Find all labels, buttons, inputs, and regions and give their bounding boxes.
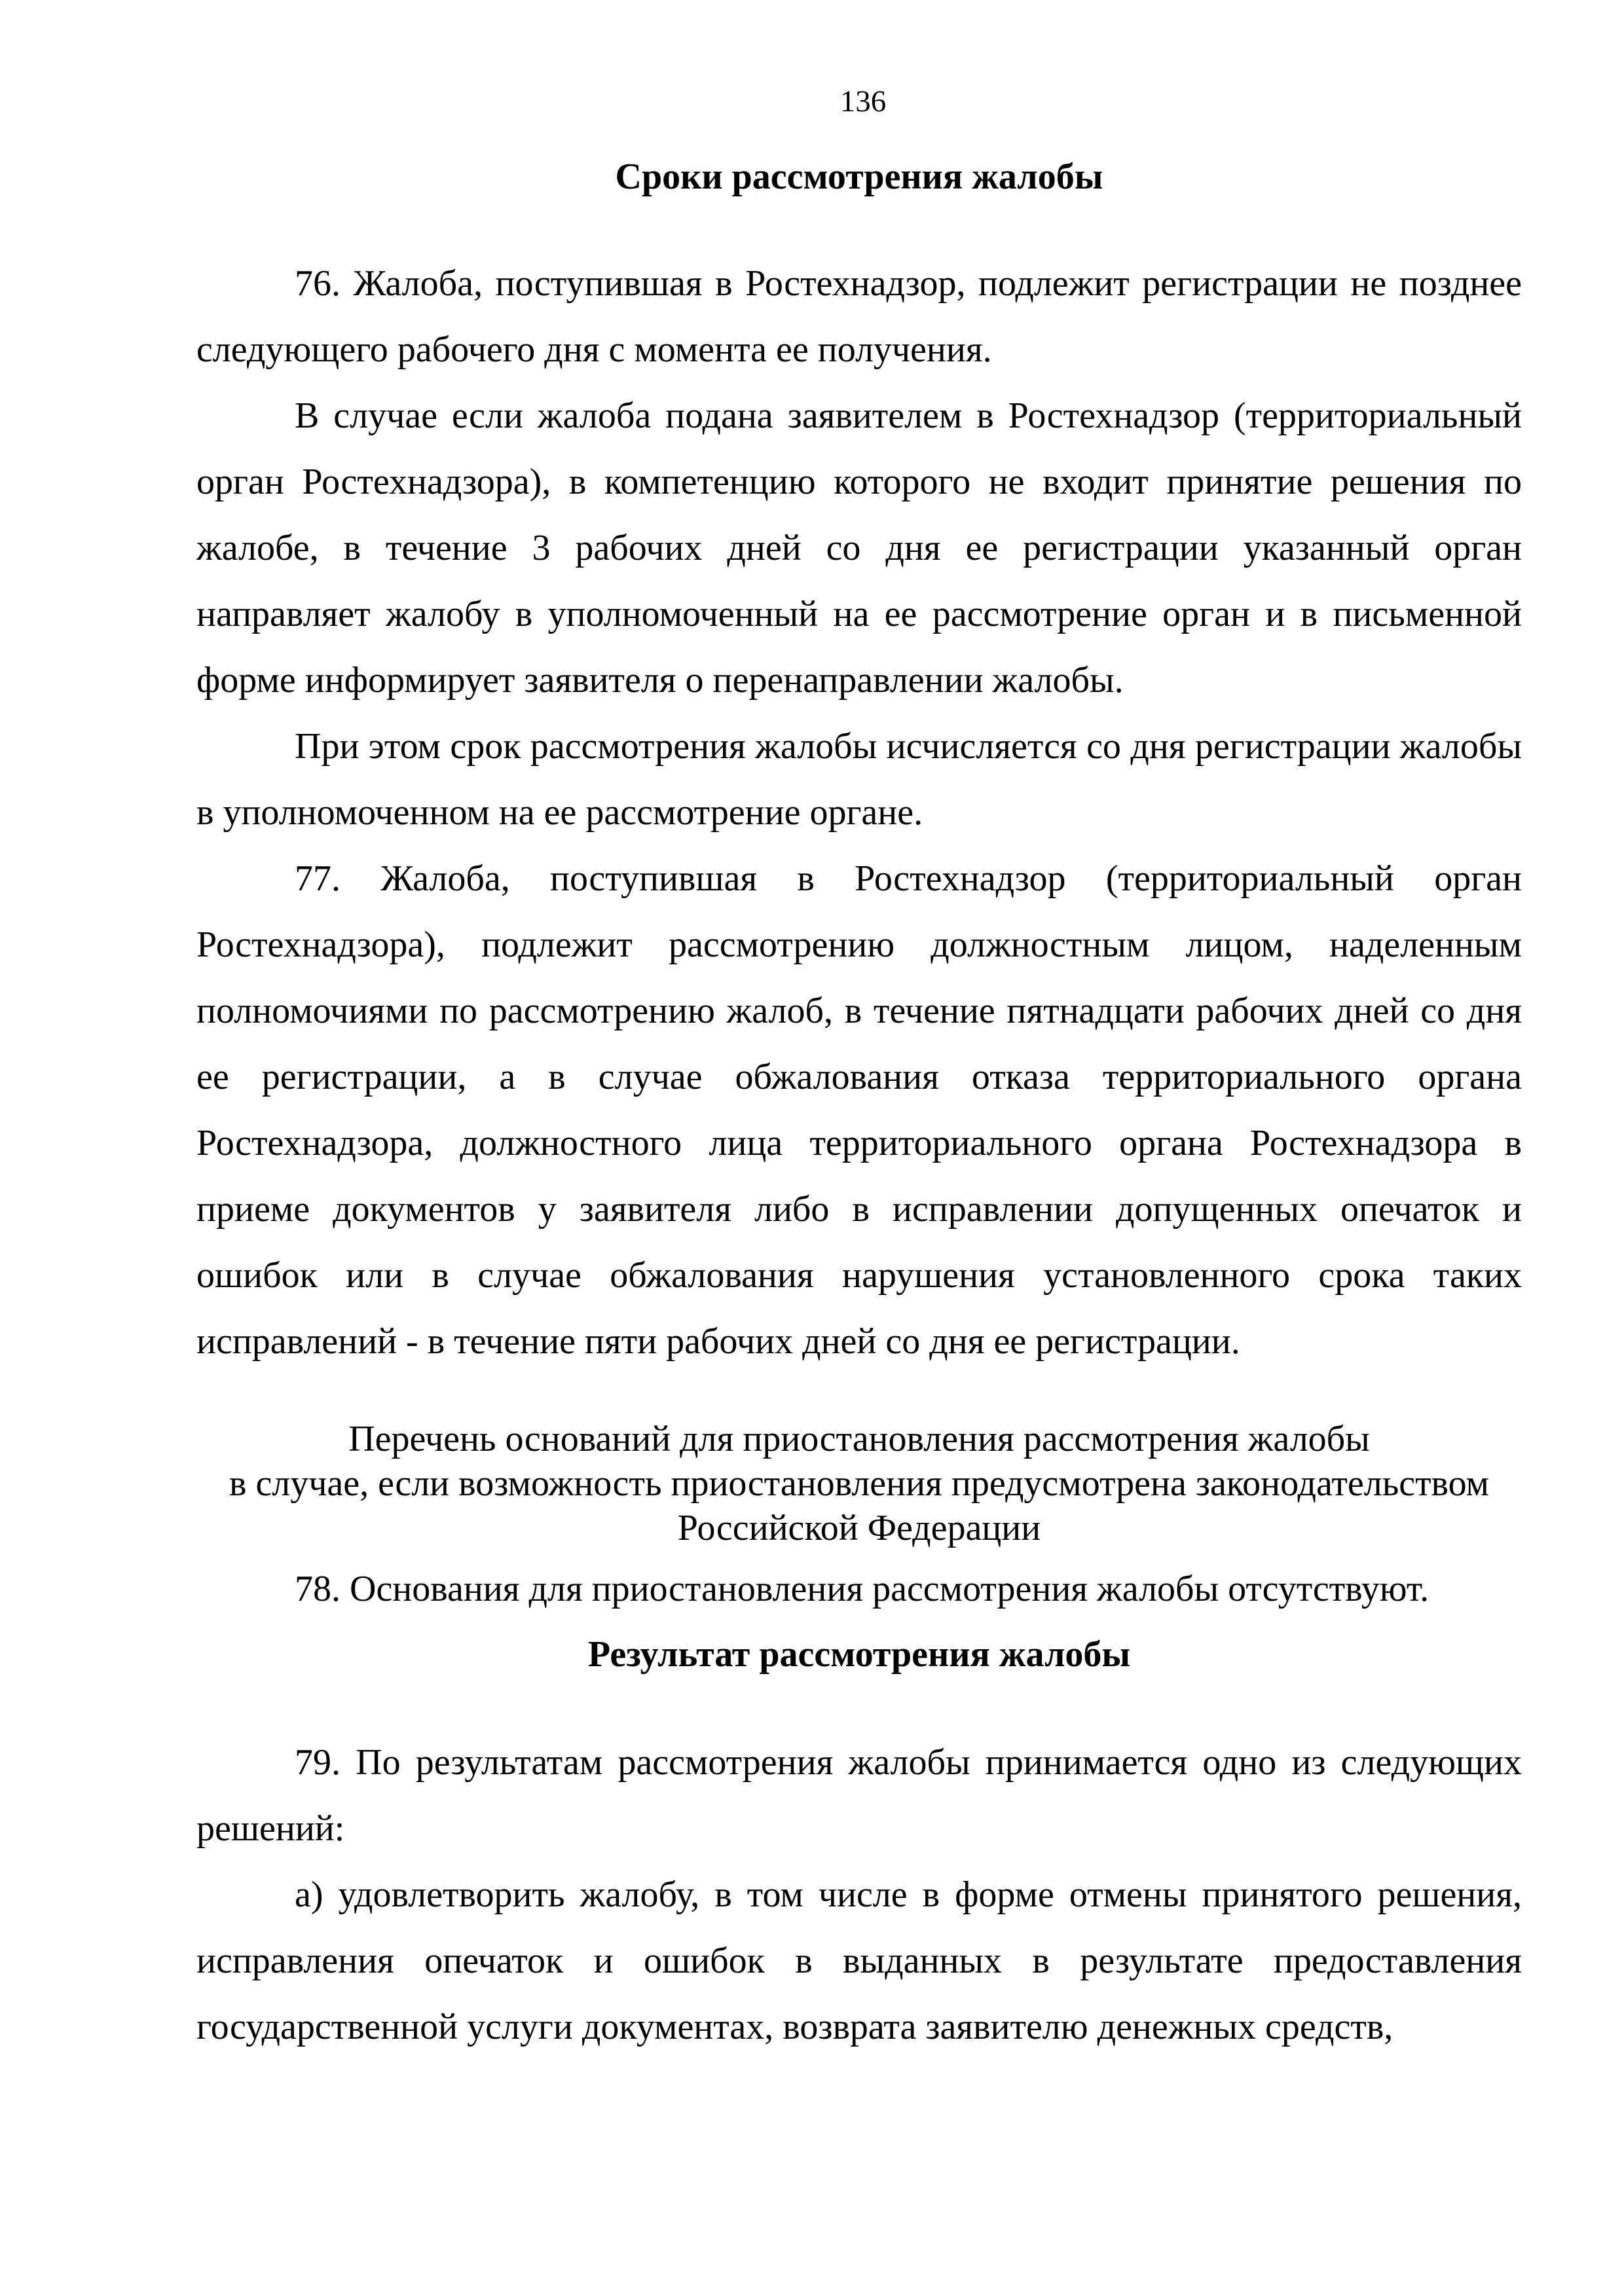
page-number: 136 [840,84,887,118]
paragraph-76-term-calculation: При этом срок рассмотрения жалобы исчисляется со дня регистрации жалобы в уполномоченном на ее рассмотрение органе. [196,726,1522,833]
heading-line: Перечень оснований для приостановления рассмотрения жалобы [348,1419,1370,1459]
section-heading-review-terms: Сроки рассмотрения жалобы [615,156,1103,197]
paragraph-76-registration: 76. Жалоба, поступившая в Ростехнадзор, подлежит регистрации не позднее следующего рабочего дня с момента ее получения. [196,263,1522,370]
paragraph-76-redirection: В случае если жалоба подана заявителем в Ростехнадзор (территориальный орган Ростехнадзора), в компетенцию которого не входит принятие решения по жалобе, в течение 3 рабочих дней со дня ее регистрации указанный орган направляет жалобу в уполномоченный на ее рассмотрение орган и в письменной форме информирует заявителя о перенаправлении жалобы. [196,395,1522,701]
section-heading-suspension-grounds [196,1417,1522,1550]
paragraph-78-no-grounds: 78. Основания для приостановления рассмотрения жалобы отсутствуют. [295,1569,1430,1609]
document-body [196,154,1522,2060]
paragraph-79-decisions: 79. По результатам рассмотрения жалобы принимается одно из следующих решений: [196,1742,1522,1849]
heading-line: Российской Федерации [677,1508,1041,1548]
section-heading-review-result: Результат рассмотрения жалобы [587,1634,1131,1675]
paragraph-77-review-period: 77. Жалоба, поступившая в Ростехнадзор (территориальный орган Ростехнадзора), подлежит рассмотрению должностным лицом, наделенным полномочиями по рассмотрению жалоб, в течение пятнадцати рабочих дней со дня ее регистрации, а в случае обжалования отказа территориального органа Ростехнадзора, должностного лица территориального органа Ростехнадзора в приеме документов у заявителя либо в исправлении допущенных опечаток и ошибок или в случае обжалования нарушения установленного срока таких исправлений - в течение пяти рабочих дней со дня ее регистрации. [196,858,1522,1362]
heading-line: в случае, если возможность приостановления предусмотрена законодательством [229,1463,1489,1504]
paragraph-79-a-satisfy: а) удовлетворить жалобу, в том числе в форме отмены принятого решения, исправления опечаток и ошибок в выданных в результате предоставления государственной услуги документах, возврата заявителю денежных средств, [196,1874,1522,2047]
